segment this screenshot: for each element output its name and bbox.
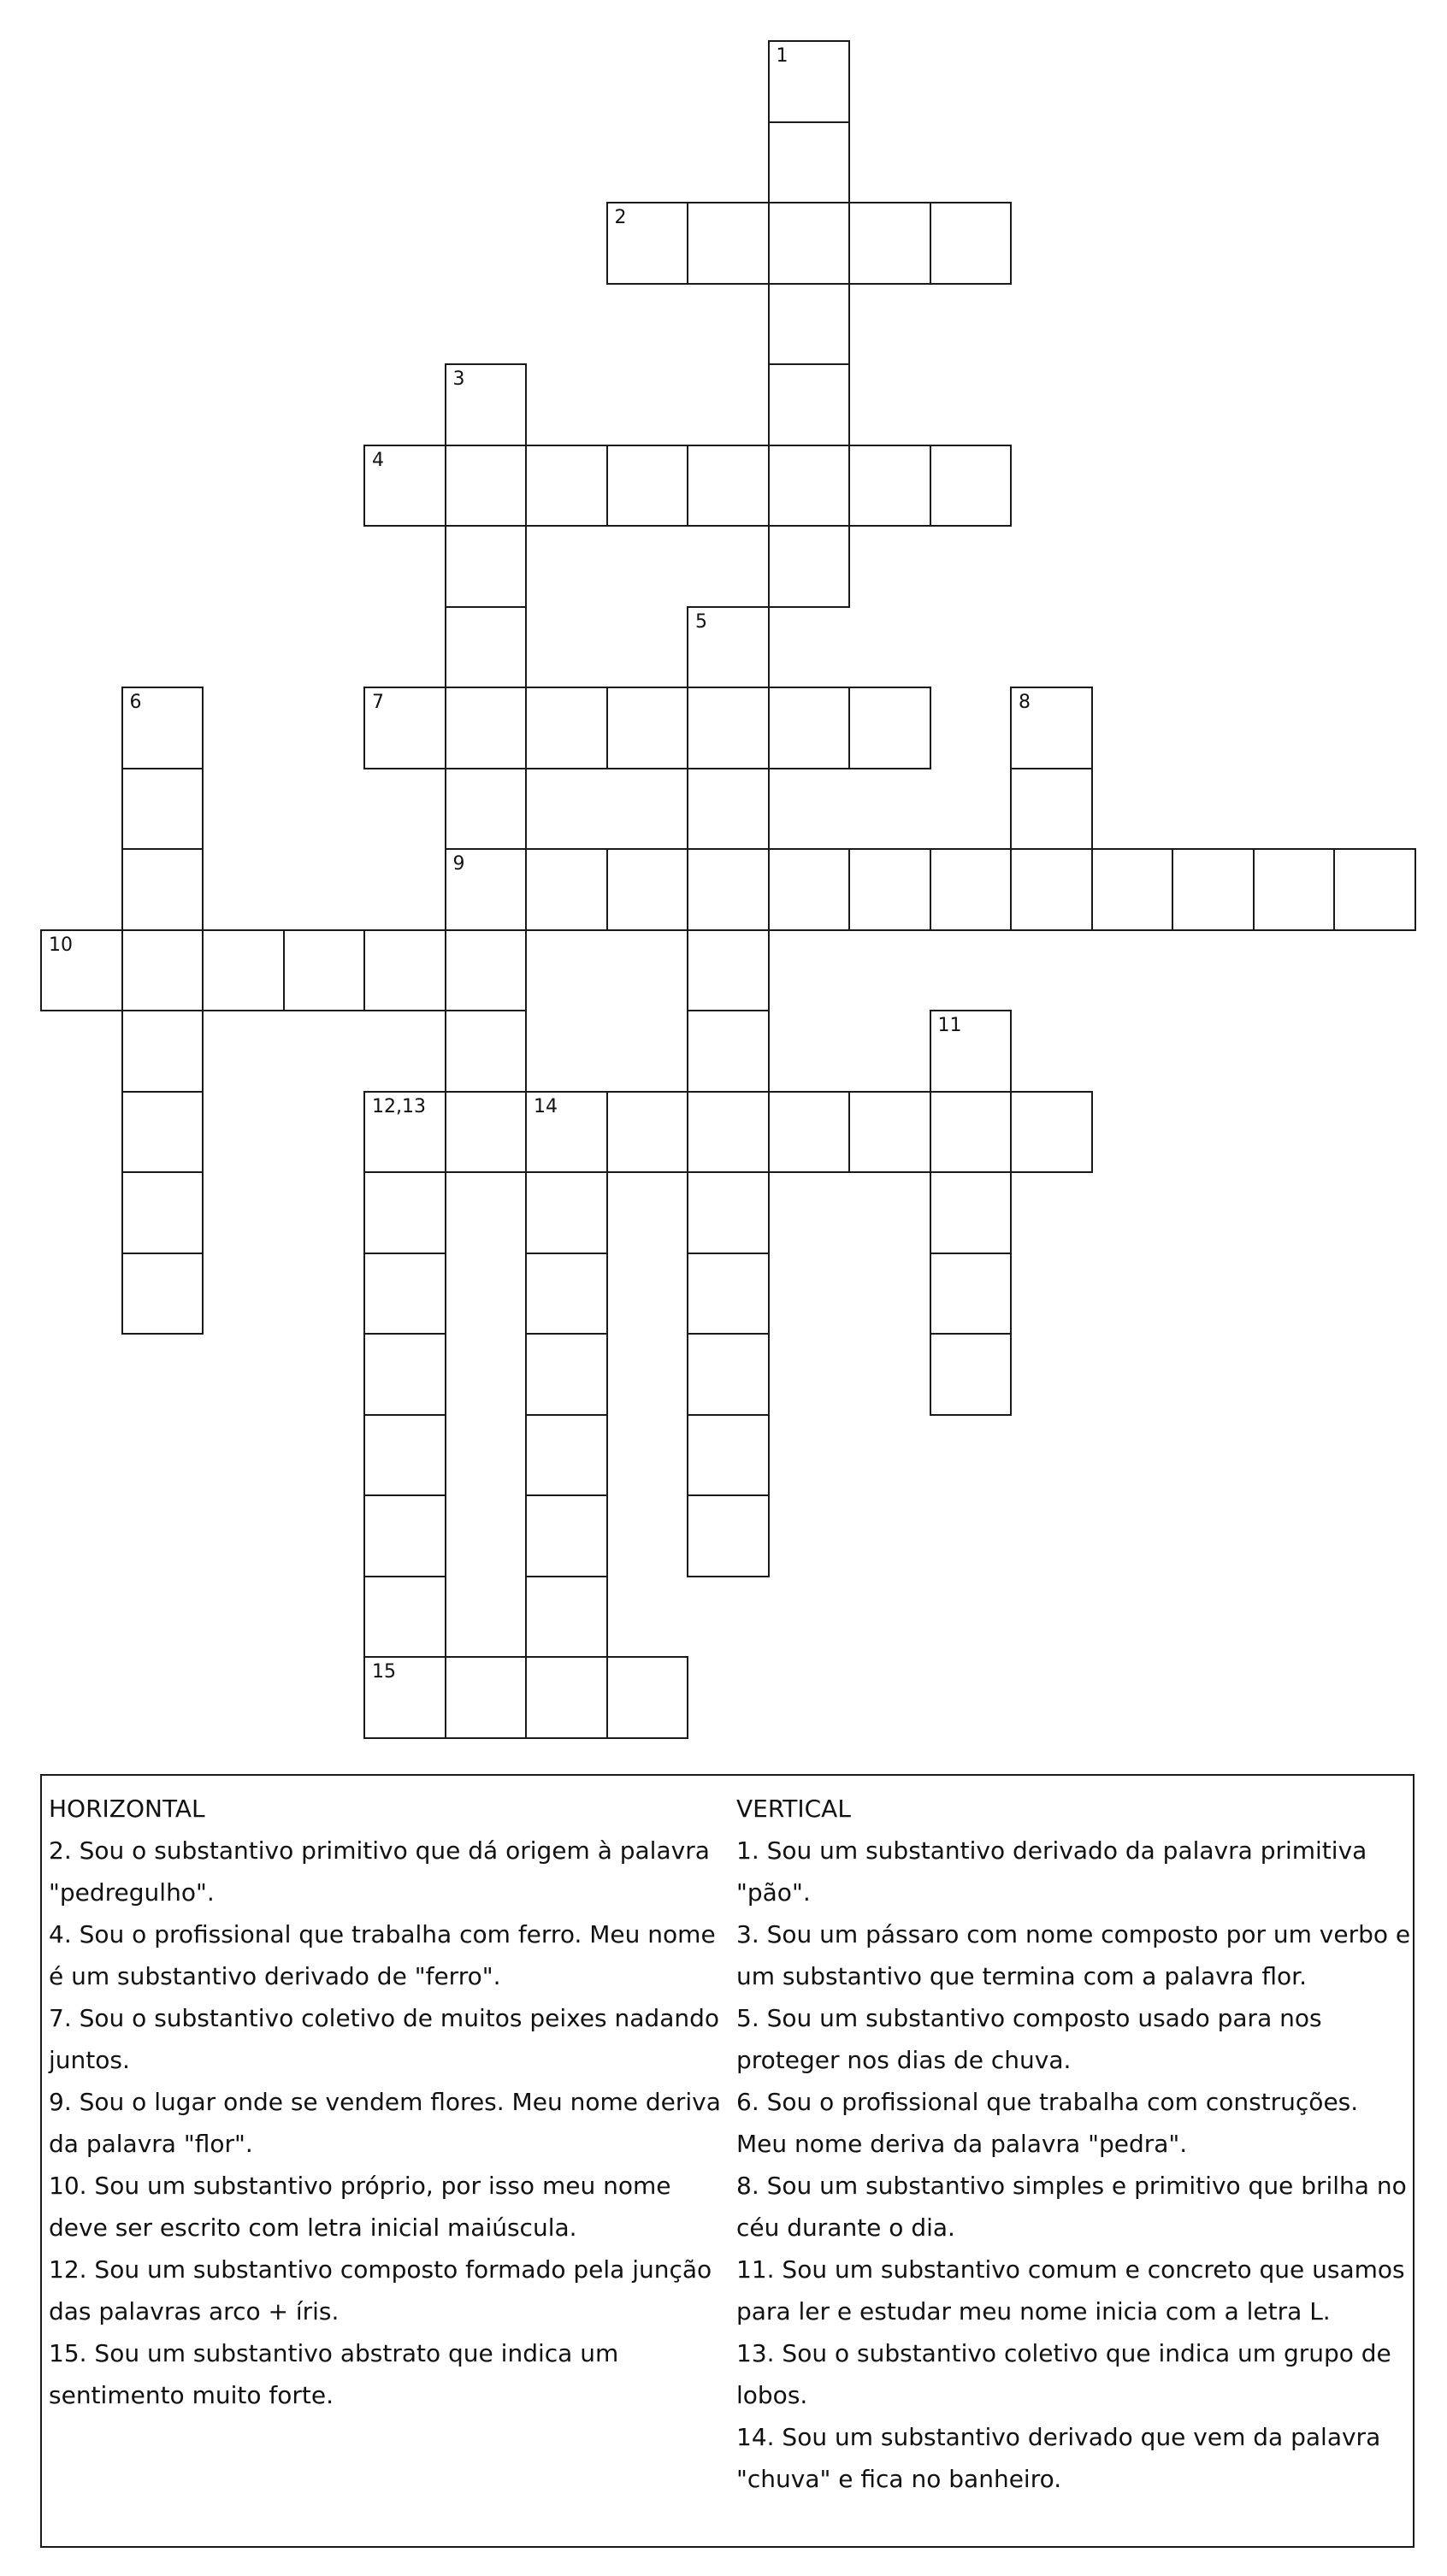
grid-cell[interactable] xyxy=(363,1414,446,1497)
grid-cell[interactable] xyxy=(848,202,931,285)
clue-number: 9 xyxy=(452,853,465,875)
grid-cell[interactable] xyxy=(1091,848,1174,931)
grid-cell[interactable] xyxy=(121,929,204,1012)
grid-cell[interactable] xyxy=(606,1656,689,1739)
grid-cell[interactable] xyxy=(768,363,851,446)
grid-cell[interactable] xyxy=(606,687,689,769)
grid-cell[interactable] xyxy=(930,1010,1013,1093)
horizontal-clue: 9. Sou o lugar onde se vendem flores. Meu nome deriva da palavra "flor". xyxy=(49,2088,721,2158)
grid-cell[interactable] xyxy=(768,848,851,931)
grid-cell[interactable] xyxy=(525,1414,608,1497)
grid-cell[interactable] xyxy=(687,445,770,528)
grid-cell[interactable] xyxy=(930,1091,1013,1174)
grid-cell[interactable] xyxy=(363,929,446,1012)
grid-cell[interactable] xyxy=(121,1171,204,1254)
grid-cell[interactable] xyxy=(525,1333,608,1416)
clue-number: 10 xyxy=(49,934,73,956)
grid-cell[interactable] xyxy=(930,445,1013,528)
grid-cell[interactable] xyxy=(687,1414,770,1497)
grid-cell[interactable] xyxy=(363,687,446,769)
grid-cell[interactable] xyxy=(202,929,285,1012)
clue-number: 5 xyxy=(695,610,707,633)
grid-cell[interactable] xyxy=(848,848,931,931)
grid-cell[interactable] xyxy=(1010,1091,1093,1174)
grid-cell[interactable] xyxy=(363,1494,446,1577)
grid-cell[interactable] xyxy=(687,929,770,1012)
grid-cell[interactable] xyxy=(687,1494,770,1577)
vertical-clue: 5. Sou um substantivo composto usado para nos proteger nos dias de chuva. xyxy=(736,2004,1322,2074)
vertical-clue: 1. Sou um substantivo derivado da palavra primitiva "pão". xyxy=(736,1836,1367,1907)
clue-number: 12,13 xyxy=(372,1095,426,1117)
clue-number: 2 xyxy=(614,207,627,228)
grid-cell[interactable] xyxy=(363,1656,446,1739)
horizontal-title: HORIZONTAL xyxy=(49,1795,205,1823)
grid-cell[interactable] xyxy=(848,1091,931,1174)
grid-cell[interactable] xyxy=(687,606,770,689)
grid-cell[interactable] xyxy=(525,1494,608,1577)
clues-box xyxy=(40,1774,1415,2548)
grid-cell[interactable] xyxy=(445,445,528,528)
grid-cell[interactable] xyxy=(445,687,528,769)
grid-cell[interactable] xyxy=(121,1091,204,1174)
grid-cell[interactable] xyxy=(687,1171,770,1254)
grid-cell[interactable] xyxy=(768,445,851,528)
grid-cell[interactable] xyxy=(445,1091,528,1174)
horizontal-clue: 2. Sou o substantivo primitivo que dá origem à palavra "pedregulho". xyxy=(49,1836,710,1907)
grid-cell[interactable] xyxy=(40,929,123,1012)
clue-number: 11 xyxy=(937,1015,962,1036)
clue-number: 6 xyxy=(129,692,142,713)
grid-cell[interactable] xyxy=(687,1253,770,1335)
clue-number: 8 xyxy=(1019,692,1031,713)
grid-cell[interactable] xyxy=(445,768,528,851)
grid-cell[interactable] xyxy=(445,525,528,608)
horizontal-clue: 10. Sou um substantivo próprio, por isso meu nome deve ser escrito com letra inicial maiúscula. xyxy=(49,2172,671,2242)
grid-cell[interactable] xyxy=(525,1091,608,1174)
vertical-clue: 6. Sou o profissional que trabalha com construções. Meu nome deriva da palavra "pedra". xyxy=(736,2088,1359,2158)
grid-cell[interactable] xyxy=(121,768,204,851)
grid-cell[interactable] xyxy=(363,1576,446,1659)
grid-cell[interactable] xyxy=(768,121,851,204)
clue-number: 3 xyxy=(452,368,465,390)
grid-cell[interactable] xyxy=(525,1171,608,1254)
grid-cell[interactable] xyxy=(768,687,851,769)
grid-cell[interactable] xyxy=(445,1010,528,1093)
grid-cell[interactable] xyxy=(525,1253,608,1335)
horizontal-clue: 7. Sou o substantivo coletivo de muitos peixes nadando juntos. xyxy=(49,2004,720,2074)
grid-cell[interactable] xyxy=(525,445,608,528)
grid-cell[interactable] xyxy=(768,1091,851,1174)
grid-cell[interactable] xyxy=(445,848,528,931)
vertical-clue: 14. Sou um substantivo derivado que vem da palavra "chuva" e fica no banheiro. xyxy=(736,2423,1381,2493)
grid-cell[interactable] xyxy=(687,687,770,769)
grid-cell[interactable] xyxy=(283,929,366,1012)
grid-cell[interactable] xyxy=(363,445,446,528)
grid-cell[interactable] xyxy=(768,202,851,285)
grid-cell[interactable] xyxy=(445,1656,528,1739)
grid-cell[interactable] xyxy=(445,606,528,689)
grid-cell[interactable] xyxy=(687,202,770,285)
grid-cell[interactable] xyxy=(930,1171,1013,1254)
grid-cell[interactable] xyxy=(687,1091,770,1174)
horizontal-clue: 12. Sou um substantivo composto formado pela junção das palavras arco + íris. xyxy=(49,2255,712,2325)
grid-cell[interactable] xyxy=(606,445,689,528)
grid-cell[interactable] xyxy=(606,202,689,285)
grid-cell[interactable] xyxy=(1010,687,1093,769)
vertical-clue: 13. Sou o substantivo coletivo que indica um grupo de lobos. xyxy=(736,2339,1391,2409)
grid-cell[interactable] xyxy=(930,848,1013,931)
horizontal-clue: 15. Sou um substantivo abstrato que indica um sentimento muito forte. xyxy=(49,2339,619,2409)
grid-cell[interactable] xyxy=(525,1576,608,1659)
grid-cell[interactable] xyxy=(1010,768,1093,851)
vertical-clue: 11. Sou um substantivo comum e concreto que usamos para ler e estudar meu nome inicia com a letra L. xyxy=(736,2255,1405,2325)
grid-cell[interactable] xyxy=(525,1656,608,1739)
grid-cell[interactable] xyxy=(768,283,851,366)
grid-cell[interactable] xyxy=(687,1333,770,1416)
grid-cell[interactable] xyxy=(121,1253,204,1335)
grid-cell[interactable] xyxy=(1253,848,1336,931)
grid-cell[interactable] xyxy=(445,929,528,1012)
grid-cell[interactable] xyxy=(687,1010,770,1093)
grid-cell[interactable] xyxy=(848,687,931,769)
clue-number: 1 xyxy=(776,45,788,67)
horizontal-clue: 4. Sou o profissional que trabalha com ferro. Meu nome é um substantivo derivado de "ferro". xyxy=(49,1920,716,1990)
grid-cell[interactable] xyxy=(1010,848,1093,931)
vertical-clue: 3. Sou um pássaro com nome composto por um verbo e um substantivo que termina com a palavra flor. xyxy=(736,1920,1411,1990)
grid-cell[interactable] xyxy=(363,1253,446,1335)
grid-cell[interactable] xyxy=(121,687,204,769)
grid-cell[interactable] xyxy=(768,40,851,123)
grid-cell[interactable] xyxy=(363,1091,446,1174)
vertical-clue: 8. Sou um substantivo simples e primitivo que brilha no céu durante o dia. xyxy=(736,2172,1407,2242)
grid-cell[interactable] xyxy=(930,1253,1013,1335)
grid-cell[interactable] xyxy=(1333,848,1416,931)
vertical-title: VERTICAL xyxy=(736,1795,851,1823)
grid-cell[interactable] xyxy=(1172,848,1255,931)
grid-cell[interactable] xyxy=(363,1171,446,1254)
grid-cell[interactable] xyxy=(606,848,689,931)
clue-number: 14 xyxy=(534,1095,558,1117)
grid-cell[interactable] xyxy=(687,768,770,851)
grid-cell[interactable] xyxy=(768,525,851,608)
grid-cell[interactable] xyxy=(525,848,608,931)
grid-cell[interactable] xyxy=(445,363,528,446)
clue-number: 4 xyxy=(372,449,384,471)
grid-cell[interactable] xyxy=(121,1010,204,1093)
grid-cell[interactable] xyxy=(606,1091,689,1174)
grid-cell[interactable] xyxy=(848,445,931,528)
clue-number: 15 xyxy=(372,1661,396,1683)
vertical-clues-column xyxy=(736,1788,1412,2500)
grid-cell[interactable] xyxy=(121,848,204,931)
grid-cell[interactable] xyxy=(363,1333,446,1416)
clue-number: 7 xyxy=(372,692,384,713)
grid-cell[interactable] xyxy=(687,848,770,931)
grid-cell[interactable] xyxy=(930,202,1013,285)
grid-cell[interactable] xyxy=(930,1333,1013,1416)
horizontal-clues-column xyxy=(49,1788,733,2416)
grid-cell[interactable] xyxy=(525,687,608,769)
